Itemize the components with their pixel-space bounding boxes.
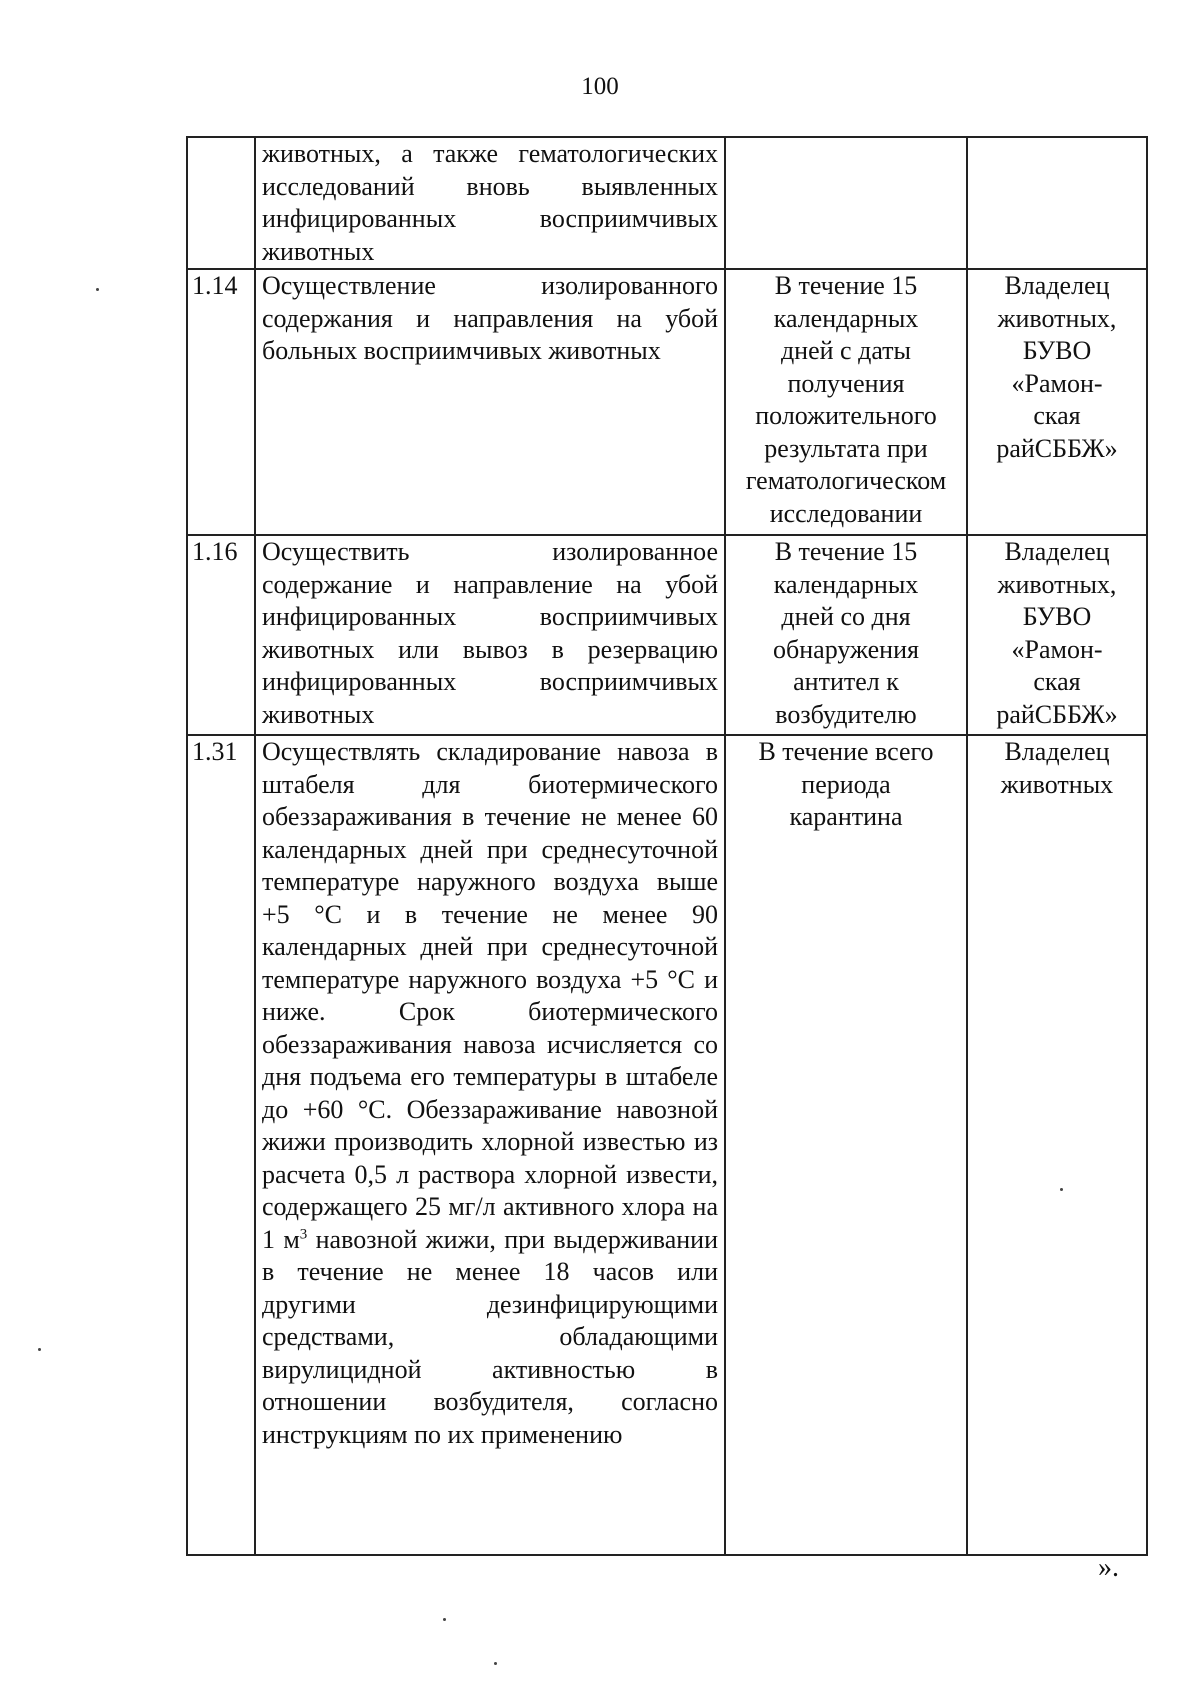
measure-text: Осуществить изолированное содержание и направление на убой инфицированных восприимчивых животных или вывоз в резервацию инфицированных восприимчивых животных [255, 535, 725, 735]
row-number: 1.14 [187, 269, 255, 535]
measure-text: Осуществление изолированного содержания и направления на убой больных восприимчивых животных [255, 269, 725, 535]
scan-speck [38, 1348, 41, 1351]
term-text [725, 137, 967, 269]
row-number: 1.16 [187, 535, 255, 735]
measure-text: животных, а также гематологических исследований вновь выявленных инфицированных восприимчивых животных [255, 137, 725, 269]
table-row [187, 137, 1147, 269]
row-number [187, 137, 255, 269]
measures-table [186, 136, 1148, 1556]
page-number: 100 [581, 73, 619, 100]
term-text: В течение 15 календарных дней со дня обнаружения антител к возбудителю [725, 535, 967, 735]
cubic-superscript: 3 [299, 1225, 308, 1242]
row-number: 1.31 [187, 735, 255, 1555]
measure-text [255, 735, 725, 1555]
responsible-text: Владелец животных, БУВО «Рамон- ская райСББЖ» [967, 535, 1147, 735]
table-row [187, 535, 1147, 735]
scan-speck [96, 288, 99, 291]
measure-text-part: Осуществлять складирование навоза в штабеля для биотермического обеззараживания в течение не менее 60 календарных дней при среднесуточной температуре наружного воздуха выше +5 °С и в течение не менее 90 календарных дней при среднесуточной температуре наружного воздуха +5 °С и ниже. Срок биотермического обеззараживания навоза исчисляется со дня подъема его температуры в штабеле до +60 °С. Обеззараживание навозной жижи производить хлорной известью из расчета 0,5 л раствора хлорной извести, содержащего 25 мг/л активного хлора на 1 м [262, 737, 718, 1254]
table-row [187, 269, 1147, 535]
term-text: В течение 15 календарных дней с даты получения положительного результата при гематологическом исследовании [725, 269, 967, 535]
responsible-text [967, 137, 1147, 269]
term-text: В течение всего периода карантина [725, 735, 967, 1555]
scan-speck [443, 1618, 446, 1621]
measure-text-part: навозной жижи, при выдерживании в течение не менее 18 часов или другими дезинфицирующими средствами, обладающими вирулицидной активностью в отношении возбудителя, согласно инструкциям по их применению [262, 1224, 719, 1449]
scan-speck [494, 1662, 497, 1665]
responsible-text: Владелец животных [967, 735, 1147, 1555]
scan-speck [1060, 1188, 1063, 1191]
closing-quote-mark: ». [1098, 1552, 1119, 1583]
responsible-text: Владелец животных, БУВО «Рамон- ская райСББЖ» [967, 269, 1147, 535]
table-row [187, 735, 1147, 1555]
